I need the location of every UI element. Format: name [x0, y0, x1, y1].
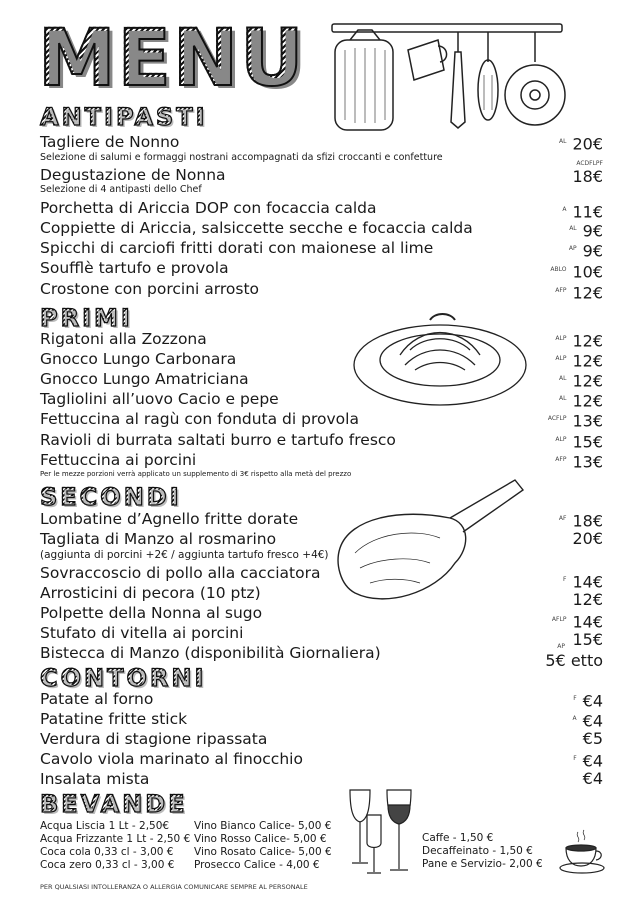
menu-item-price: $^F$ €4 [573, 751, 603, 771]
menu-item-name: Fettuccina ai porcini [40, 451, 197, 469]
menu-item-name: Tagliata di Manzo al rosmarino [40, 530, 277, 548]
bevande-soft-drinks [40, 820, 190, 872]
menu-item-name: Patatine fritte stick [40, 710, 188, 728]
menu-item-description: (aggiunta di porcini +2€ / aggiunta tartufo fresco +4€) [40, 549, 329, 561]
drink-item: Prosecco Calice - 4,00 € [194, 859, 320, 871]
drink-item: Vino Bianco Calice- 5,00 € [194, 820, 332, 832]
menu-item-description: Selezione di salumi e formaggi nostrani accompagnati da sfizi croccanti e confetture [40, 152, 443, 163]
menu-item-name: Insalata mista [40, 770, 150, 788]
allergen-codes: AL [559, 375, 567, 382]
menu-item-name: Verdura di stagione ripassata [40, 730, 268, 748]
drink-item: Vino Rosato Calice- 5,00 € [194, 846, 332, 858]
section-heading-secondi: SECONDI [40, 483, 182, 511]
menu-item-name: Polpette della Nonna al sugo [40, 604, 263, 622]
half-portion-note: Per le mezze porzioni verrà applicato un supplemento di 3€ rispetto alla metà del prezzo [40, 470, 352, 478]
allergen-codes: ALP [555, 436, 567, 443]
allergen-codes: ABLO [550, 266, 567, 273]
menu-item-price: €4 [582, 769, 603, 788]
wine-glasses-illustration [345, 785, 415, 885]
menu-item-price: $^{AL}$ 20€ [559, 134, 603, 154]
section-heading-bevande: BEVANDE [40, 790, 188, 818]
menu-item-name: Fettuccina al ragù con fonduta di provola [40, 410, 359, 428]
menu-item-price: $^{ABLO}$ 10€ [550, 262, 603, 282]
menu-item-price: 5€ etto [545, 651, 603, 670]
menu-item-price: $^{AFP}$ 12€ [555, 283, 603, 303]
allergen-codes: AL [559, 138, 567, 145]
menu-item-name: Patate al forno [40, 690, 154, 708]
allergen-codes: ACFLP [547, 415, 567, 422]
menu-item-name: Tagliere de Nonno [40, 133, 180, 151]
bevande-wines [194, 820, 332, 872]
menu-item-name: Gnocco Lungo Carbonara [40, 350, 237, 368]
drink-item: Acqua Frizzante 1 Lt - 2,50 € [40, 833, 191, 845]
allergen-codes: F [573, 695, 577, 702]
coffee-cup-illustration [558, 828, 610, 876]
menu-item-price: 18€ [572, 167, 603, 186]
allergen-codes: AL [569, 225, 577, 232]
menu-item-name: Gnocco Lungo Amatriciana [40, 370, 249, 388]
allergen-codes: AFP [555, 287, 567, 294]
menu-item-name: Sovraccoscio di pollo alla cacciatora [40, 564, 321, 582]
menu-item-price: 15€ [572, 630, 603, 649]
menu-title: MENU [38, 14, 306, 104]
menu-item-price: $^{ACFLP}$ 13€ [547, 411, 603, 431]
allergen-codes: AL [559, 395, 567, 402]
allergen-codes: ALP [555, 355, 567, 362]
pasta-plate-illustration [350, 310, 530, 410]
allergen-codes: AFP [555, 456, 567, 463]
menu-item-price: $^F$ €4 [573, 691, 603, 711]
allergen-codes: ACDFLPF [576, 160, 603, 167]
menu-item-name: Arrosticini di pecora (10 ptz) [40, 584, 261, 602]
menu-item-name: Rigatoni alla Zozzona [40, 330, 207, 348]
menu-item-name: Porchetta di Ariccia DOP con focaccia calda [40, 199, 377, 217]
menu-item-price: $^{AL}$ 12€ [559, 391, 603, 411]
menu-item-price: $^A$ €4 [572, 711, 603, 731]
menu-item-price: $^A$ 11€ [562, 202, 603, 222]
allergen-codes: A [562, 206, 567, 213]
section-heading-antipasti: ANTIPASTI [40, 103, 208, 131]
allergen-codes: ALP [555, 335, 567, 342]
drink-item: Vino Rosso Calice- 5,00 € [194, 833, 327, 845]
drink-item: Pane e Servizio- 2,00 € [422, 858, 543, 870]
menu-item-name: Cavolo viola marinato al finocchio [40, 750, 303, 768]
menu-item-name: Bistecca di Manzo (disponibilità Giornaliera) [40, 644, 381, 662]
menu-item-price: $^{AFLP}$ 14€ [551, 612, 603, 632]
menu-item-name: Lombatine d’Agnello fritte dorate [40, 510, 299, 528]
allergen-codes: AF [558, 515, 567, 522]
menu-item-price: $^{AP}$ 9€ [568, 241, 603, 261]
drink-item: Coca zero 0,33 cl - 3,00 € [40, 859, 175, 871]
menu-item-name: Tagliolini all’uovo Cacio e pepe [40, 390, 279, 408]
menu-item-price: €5 [582, 729, 603, 748]
section-heading-contorni: CONTORNI [40, 664, 207, 692]
menu-item-description: Selezione di 4 antipasti dello Chef [40, 184, 202, 195]
allergen-codes: A [572, 715, 577, 722]
menu-item-name: Degustazione de Nonna [40, 166, 226, 184]
menu-item-price: $^{AL}$ 12€ [559, 371, 603, 391]
allergen-codes: F [563, 576, 567, 583]
menu-item-price: $^{ALP}$ 15€ [555, 432, 603, 452]
drink-item: Acqua Liscia 1 Lt - 2,50€ [40, 820, 170, 832]
menu-item-name: Spicchi di carciofi fritti dorati con maionese al lime [40, 239, 434, 257]
menu-item-name: Coppiette di Ariccia, salsiccette secche e focaccia calda [40, 219, 473, 237]
drink-item: Coca cola 0,33 cl - 3,00 € [40, 846, 174, 858]
tomahawk-steak-illustration [330, 478, 530, 608]
menu-item-price: $^{AF}$ 18€ [558, 511, 603, 531]
kitchen-utensils-illustration [330, 20, 570, 135]
menu-item-name: Soufflè tartufo e provola [40, 259, 229, 277]
section-heading-primi: PRIMI [40, 304, 133, 332]
drink-item: Decaffeinato - 1,50 € [422, 845, 533, 857]
allergen-codes: AP [557, 643, 565, 650]
allergen-codes: AFLP [551, 616, 567, 623]
menu-item-price: $^F$ 14€ [563, 572, 603, 592]
bevande-coffee [422, 832, 543, 871]
menu-item-price: $^{ALP}$ 12€ [555, 351, 603, 371]
menu-item-price: $^{AL}$ 9€ [569, 221, 603, 241]
menu-item-name: Stufato di vitella ai porcini [40, 624, 244, 642]
menu-item-name: Ravioli di burrata saltati burro e tartufo fresco [40, 431, 396, 449]
menu-item-name: Crostone con porcini arrosto [40, 280, 260, 298]
menu-item-price: 12€ [572, 590, 603, 609]
menu-item-price: $^{ALP}$ 12€ [555, 331, 603, 351]
allergen-codes: F [573, 755, 577, 762]
menu-item-price: 20€ [572, 529, 603, 548]
menu-item-price: $^{AFP}$ 13€ [555, 452, 603, 472]
drink-item: Caffe - 1,50 € [422, 832, 494, 844]
allergy-footer-note: PER QUALSIASI INTOLLERANZA O ALLERGIA COMUNICARE SEMPRE AL PERSONALE [40, 883, 308, 891]
allergen-codes: AP [568, 245, 577, 252]
